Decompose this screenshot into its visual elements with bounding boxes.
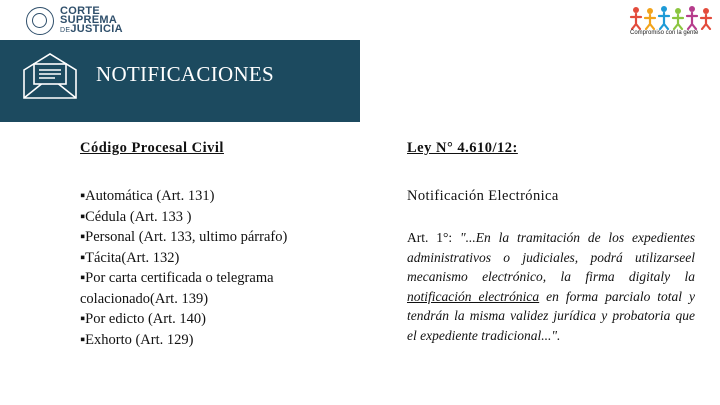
logo-line-3 — [60, 25, 123, 35]
list-item: ▪Automática (Art. 131) — [80, 188, 215, 204]
compromiso-logo — [624, 2, 720, 42]
envelope-icon — [20, 52, 80, 100]
list-item: ▪Por carta certificada o telegrama colacionado(Art. 139) — [80, 270, 274, 307]
seal-icon — [26, 7, 54, 35]
list-item: ▪Cédula (Art. 133 ) — [80, 208, 192, 225]
logo-text — [60, 7, 123, 35]
right-column-subheading: Notificación Electrónica — [407, 188, 559, 204]
right-column-heading: Ley N° 4.610/12: — [407, 140, 518, 156]
logo-line-2: SUPREMA — [60, 14, 118, 26]
page-title: NOTIFICACIONES — [96, 62, 275, 86]
list-item: ▪Por edicto (Art. 140) — [80, 311, 206, 327]
article-text — [407, 228, 695, 345]
left-column-heading: Código Procesal Civil — [80, 140, 224, 156]
tagline: Compromiso con la gente — [630, 30, 699, 36]
notification-types-list — [80, 186, 356, 350]
corte-suprema-logo — [26, 4, 136, 38]
article-label: Art. 1°: — [407, 230, 453, 245]
people-icon — [628, 4, 716, 30]
article-underlined-term: notificación electrónica — [407, 288, 540, 304]
list-item: ▪Personal (Art. 133, ultimo párrafo) — [80, 229, 288, 245]
article-part-2: en forma parcialo total y tendrán la misma validez jurídica y probatoria que el expediente tradicional...". — [407, 288, 695, 343]
article-part-1: "...En la tramitación de los expedientes administrativos o judiciales, podrá utilizarseel mecanismo electrónico, la firma digitaly la — [407, 230, 695, 284]
logo-line-1: CORTE — [60, 5, 100, 17]
logo-line-3-text: JUSTICIA — [70, 23, 123, 35]
logo-line-3-prefix: DE — [60, 27, 71, 34]
list-item: ▪Exhorto (Art. 129) — [80, 331, 194, 348]
list-item: ▪Tácita(Art. 132) — [80, 249, 180, 266]
title-band — [0, 40, 360, 122]
